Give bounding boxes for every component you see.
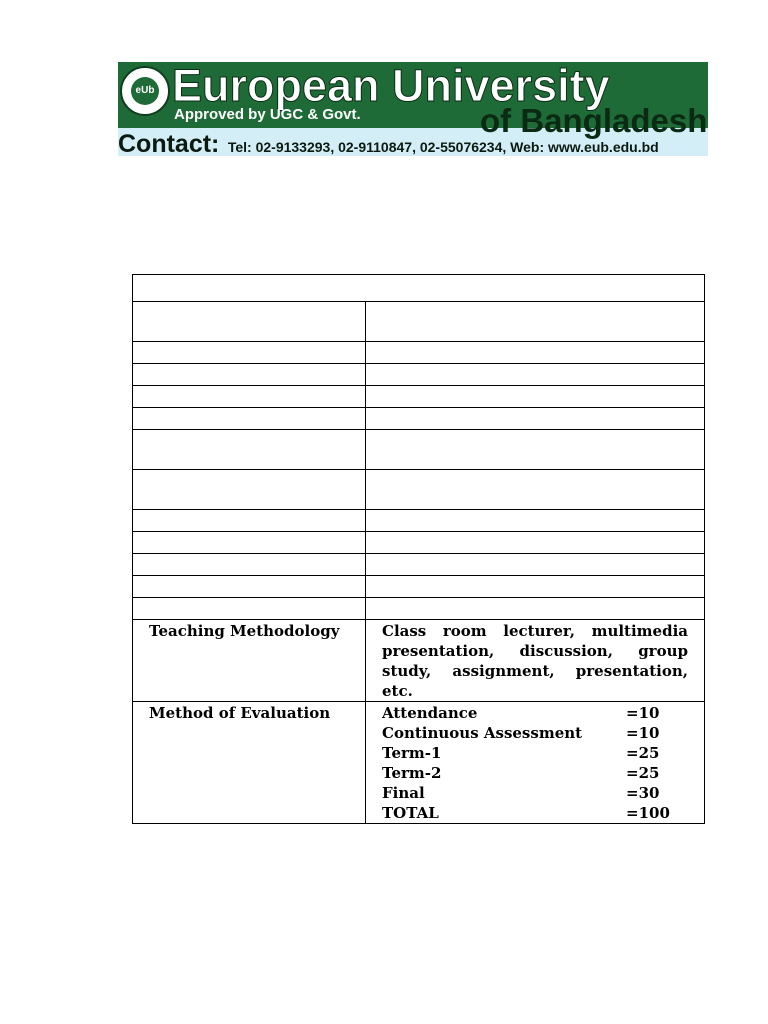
evaluation-item	[382, 783, 688, 803]
evaluation-item-score: =10	[626, 704, 660, 722]
evaluation-item-name: Attendance	[382, 704, 478, 722]
table-row	[133, 470, 705, 510]
evaluation-item	[382, 803, 688, 823]
country-line: of Bangladesh	[480, 102, 708, 139]
evaluation-item-score: =10	[626, 724, 660, 742]
table-cell	[133, 598, 366, 620]
evaluation-item-score: =100	[626, 804, 670, 822]
table-cell	[133, 342, 366, 364]
evaluation-row	[133, 702, 705, 824]
evaluation-item-name: Term-1	[382, 744, 442, 762]
table-cell	[133, 302, 366, 342]
table-cell	[133, 386, 366, 408]
table-row	[133, 598, 705, 620]
table-row	[133, 302, 705, 342]
table-row	[133, 408, 705, 430]
teaching-methodology-row	[133, 620, 705, 702]
table-row	[133, 342, 705, 364]
evaluation-item-name: TOTAL	[382, 804, 439, 822]
teaching-methodology-value: Class room lecturer, multimedia presentation, discussion, group study, assignment, presentation, etc.	[366, 620, 705, 702]
table-row	[133, 510, 705, 532]
evaluation-item	[382, 703, 688, 723]
table-cell	[133, 364, 366, 386]
evaluation-item	[382, 743, 688, 763]
table-row	[133, 275, 705, 302]
table-cell	[133, 430, 366, 470]
table-cell	[366, 430, 705, 470]
table-row	[133, 364, 705, 386]
table-cell	[366, 342, 705, 364]
table-cell	[133, 510, 366, 532]
contact-line	[118, 130, 659, 159]
table-cell	[366, 364, 705, 386]
approval-text: Approved by UGC & Govt.	[174, 106, 361, 123]
table-cell	[366, 510, 705, 532]
table-row	[133, 386, 705, 408]
table-cell	[133, 408, 366, 430]
evaluation-item-name: Continuous Assessment	[382, 724, 583, 742]
evaluation-item	[382, 763, 688, 783]
table-cell	[133, 576, 366, 598]
university-name: European University	[172, 60, 610, 111]
evaluation-label: Method of Evaluation	[133, 702, 366, 824]
table-row	[133, 532, 705, 554]
evaluation-item-name: Final	[382, 784, 425, 802]
table-cell	[133, 532, 366, 554]
table-cell	[133, 554, 366, 576]
evaluation-item-score: =30	[626, 784, 660, 802]
evaluation-item-score: =25	[626, 744, 660, 762]
table-cell	[366, 386, 705, 408]
evaluation-item-name: Term-2	[382, 764, 442, 782]
university-banner	[118, 62, 708, 156]
table-cell	[366, 576, 705, 598]
teaching-methodology-label: Teaching Methodology	[133, 620, 366, 702]
table-cell	[366, 554, 705, 576]
table-cell	[133, 470, 366, 510]
table-cell	[366, 532, 705, 554]
contact-details: Tel: 02-9133293, 02-9110847, 02-55076234, Web: www.eub.edu.bd	[227, 139, 659, 155]
evaluation-item	[382, 723, 688, 743]
table-cell	[366, 470, 705, 510]
table-cell	[366, 598, 705, 620]
logo-mark: eUb	[131, 77, 159, 105]
table-cell	[366, 302, 705, 342]
contact-label: Contact:	[118, 130, 220, 158]
table-row	[133, 554, 705, 576]
university-logo-icon	[120, 66, 170, 116]
table-row	[133, 430, 705, 470]
evaluation-item-score: =25	[626, 764, 660, 782]
evaluation-breakdown	[366, 702, 705, 824]
course-outline-table	[132, 274, 705, 824]
table-cell	[366, 408, 705, 430]
table-title-cell	[133, 275, 705, 302]
table-row	[133, 576, 705, 598]
